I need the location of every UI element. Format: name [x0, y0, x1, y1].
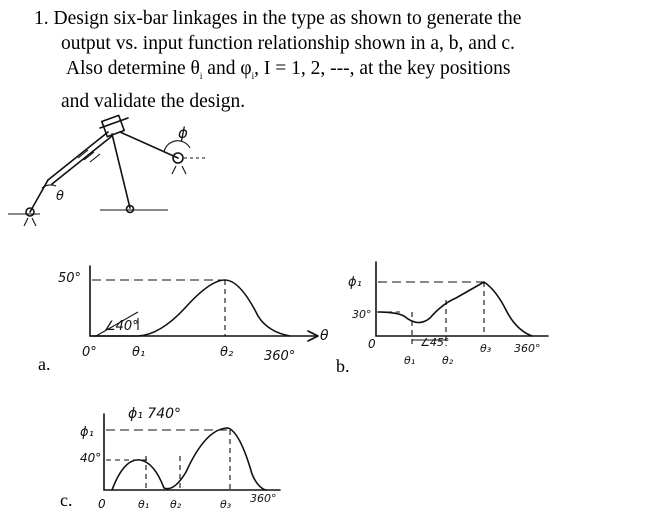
- b-annotation: ∠45°: [420, 336, 450, 349]
- c-annotation: ϕ₁ 740°: [128, 406, 182, 422]
- problem-line-2: output vs. input function relationship shown in a, b, and c.: [61, 33, 515, 54]
- b-y-tick: 30°: [352, 308, 372, 321]
- b-360: 360°: [514, 342, 541, 355]
- input-angle-label: θ: [56, 189, 64, 204]
- c-theta1: θ₁: [138, 498, 150, 511]
- theta-i-subscript: i: [199, 70, 203, 81]
- subfigure-c-label: c.: [60, 490, 73, 510]
- a-origin: 0°: [82, 345, 97, 360]
- subfigure-a-label: a.: [38, 354, 51, 374]
- output-angle-label: ϕ: [178, 124, 188, 142]
- problem-line-4: and validate the design.: [61, 90, 246, 112]
- b-origin: 0: [368, 337, 376, 351]
- c-curve: [112, 428, 266, 490]
- a-y-tick: 50°: [58, 271, 82, 286]
- b-theta1: θ₁: [404, 354, 416, 367]
- phi-i-text: and φ: [202, 58, 252, 79]
- a-theta1: θ₁: [132, 345, 146, 360]
- b-theta2: θ₂: [442, 354, 454, 367]
- a-x-label: θ: [320, 328, 329, 344]
- b-y-label: ϕ₁: [348, 275, 362, 290]
- subfigure-b-label: b.: [336, 356, 350, 376]
- c-theta2: θ₂: [170, 498, 182, 511]
- b-theta3: θ₃: [480, 342, 492, 355]
- c-origin: 0: [98, 497, 106, 511]
- key-positions-text: , I = 1, 2, ---, at the key positions: [254, 58, 511, 79]
- a-theta2: θ₂: [220, 345, 234, 360]
- c-theta3: θ₃: [220, 498, 232, 511]
- c-y-label: ϕ₁: [80, 425, 94, 440]
- c-360: 360°: [250, 492, 277, 505]
- theta-i-text: Also determine θ: [66, 58, 200, 79]
- a-annotation: ∠40°: [104, 319, 139, 334]
- c-theta-guides: [146, 430, 230, 490]
- a-360: 360°: [264, 349, 296, 364]
- phi-i-subscript: i: [251, 70, 255, 81]
- problem-line-1: 1. Design six-bar linkages in the type as shown to generate the: [34, 8, 522, 29]
- c-y-tick: 40°: [80, 451, 102, 465]
